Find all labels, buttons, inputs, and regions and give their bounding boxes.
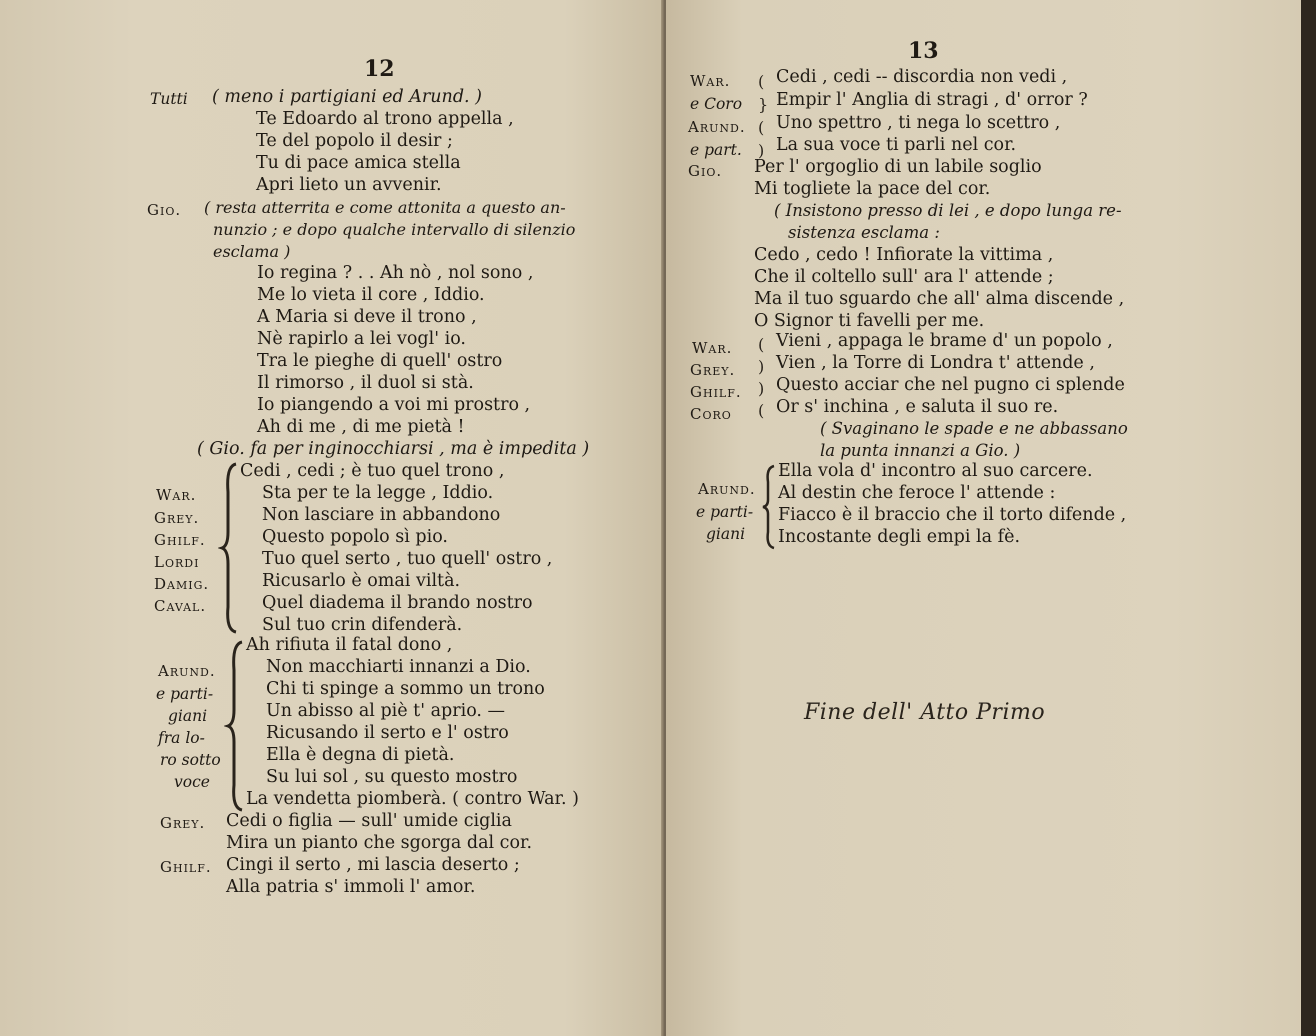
verse-line: Il rimorso , il duol si stà. (257, 373, 474, 393)
stage-direction: ( Svaginano le spade e ne abbassano (820, 419, 1128, 438)
speaker-label: Caval. (154, 597, 207, 615)
verse-line: Che il coltello sull' ara l' attende ; (754, 267, 1054, 287)
verse-line: La vendetta piomberà. ( contro War. ) (246, 789, 579, 809)
speaker-label: Damig. (154, 575, 210, 593)
speaker-label: Arund. (688, 118, 746, 136)
verse-line: Te Edoardo al trono appella , (256, 109, 514, 129)
verse-line: Ella è degna di pietà. (266, 745, 455, 765)
stage-direction: nunzio ; e dopo qualche intervallo di silenzio (213, 220, 576, 239)
verse-line: Su lui sol , su questo mostro (266, 767, 518, 787)
brace-icon (760, 464, 778, 550)
verse-line: Or s' inchina , e saluta il suo re. (776, 397, 1059, 417)
speaker-label: Arund. (158, 662, 216, 680)
speaker-label: War. (156, 486, 197, 504)
speaker-label: voce (174, 773, 210, 791)
verse-line: Cedo , cedo ! Infiorate la vittima , (754, 245, 1054, 265)
stage-direction: esclama ) (213, 242, 291, 261)
stage-direction: sistenza esclama : (788, 223, 940, 242)
stage-direction: ( Gio. fa per inginocchiarsi , ma è impedita ) (197, 439, 590, 459)
brace-icon: ( ) ) ( (758, 335, 765, 420)
speaker-label: Arund. (698, 480, 756, 498)
speaker-label: War. (690, 72, 731, 90)
verse-line: Sta per te la legge , Iddio. (262, 483, 494, 503)
verse-line: Quel diadema il brando nostro (262, 593, 533, 613)
brace-icon (224, 640, 246, 812)
speaker-label: Grey. (154, 509, 200, 527)
verse-line: Chi ti spinge a sommo un trono (266, 679, 545, 699)
verse-line: Te del popolo il desir ; (256, 131, 453, 151)
verse-line: Io regina ? . . Ah nò , nol sono , (257, 263, 534, 283)
verse-line: Tra le pieghe di quell' ostro (257, 351, 503, 371)
verse-line: Cedi , cedi -- discordia non vedi , (776, 67, 1068, 87)
verse-line: Vien , la Torre di Londra t' attende , (776, 353, 1095, 373)
verse-line: Mi togliete la pace del cor. (754, 179, 991, 199)
speaker-label: Tutti (150, 90, 188, 108)
speaker-label: e part. (690, 141, 742, 159)
brace-icon: ( } ( ) (758, 72, 769, 160)
speaker-label: Ghilf. (160, 858, 212, 876)
speaker-label: e parti- (696, 503, 754, 521)
verse-line: Incostante degli empi la fè. (778, 527, 1021, 547)
speaker-label: Grey. (690, 361, 736, 379)
speaker-label: Coro (690, 405, 732, 423)
verse-line: Cingi il serto , mi lascia deserto ; (226, 855, 520, 875)
verse-line: Ricusarlo è omai viltà. (262, 571, 461, 591)
verse-line: Al destin che feroce l' attende : (778, 483, 1056, 503)
verse-line: Ah rifiuta il fatal dono , (246, 635, 453, 655)
verse-line: O Signor ti favelli per me. (754, 311, 985, 331)
stage-direction: ( resta atterrita e come attonita a questo an- (204, 198, 566, 217)
verse-line: Per l' orgoglio di un labile soglio (754, 157, 1042, 177)
verse-line: Non macchiarti innanzi a Dio. (266, 657, 531, 677)
verse-line: Tuo quel serto , tuo quell' ostro , (262, 549, 553, 569)
verse-line: La sua voce ti parli nel cor. (776, 135, 1017, 155)
speaker-label: Lordi (154, 553, 200, 571)
verse-line: Vieni , appaga le brame d' un popolo , (776, 331, 1113, 351)
speaker-label: Gio. (147, 201, 182, 219)
speaker-label: Gio. (688, 162, 723, 180)
brace-icon (218, 462, 240, 634)
stage-direction: la punta innanzi a Gio. ) (820, 441, 1021, 460)
stage-direction: ( Insistono presso di lei , e dopo lunga re- (774, 201, 1122, 220)
speaker-label: Grey. (160, 814, 206, 832)
book-edge (1301, 0, 1316, 1036)
page-number: 13 (908, 38, 939, 64)
verse-line: Questo acciar che nel pugno ci splende (776, 375, 1125, 395)
verse-line: Apri lieto un avvenir. (256, 175, 442, 195)
verse-line: Ricusando il serto e l' ostro (266, 723, 509, 743)
speaker-label: e parti- (156, 685, 214, 703)
speaker-label: giani (168, 707, 208, 725)
speaker-label: giani (706, 525, 746, 543)
verse-line: Un abisso al piè t' aprio. — (266, 701, 506, 721)
verse-line: Sul tuo crin difenderà. (262, 615, 463, 635)
verse-line: Cedi , cedi ; è tuo quel trono , (240, 461, 505, 481)
verse-line: Me lo vieta il core , Iddio. (257, 285, 485, 305)
speaker-label: e Coro (690, 95, 743, 113)
closing-text: Fine dell' Atto Primo (804, 700, 1046, 725)
speaker-label: Ghilf. (690, 383, 742, 401)
page-number: 12 (364, 56, 395, 82)
speaker-label: ro sotto (160, 751, 221, 769)
verse-line: Questo popolo sì pio. (262, 527, 448, 547)
speaker-label: Ghilf. (154, 531, 206, 549)
verse-line: Tu di pace amica stella (256, 153, 461, 173)
stage-direction: ( meno i partigiani ed Arund. ) (212, 87, 482, 107)
verse-line: Empir l' Anglia di stragi , d' orror ? (776, 90, 1088, 110)
verse-line: A Maria si deve il trono , (257, 307, 477, 327)
verse-line: Non lasciare in abbandono (262, 505, 501, 525)
speaker-label: War. (692, 339, 733, 357)
verse-line: Alla patria s' immoli l' amor. (226, 877, 476, 897)
verse-line: Ma il tuo sguardo che all' alma discende , (754, 289, 1125, 309)
verse-line: Uno spettro , ti nega lo scettro , (776, 113, 1061, 133)
verse-line: Cedi o figlia — sull' umide ciglia (226, 811, 512, 831)
verse-line: Fiacco è il braccio che il torto difende , (778, 505, 1127, 525)
verse-line: Nè rapirlo a lei vogl' io. (257, 329, 466, 349)
verse-line: Io piangendo a voi mi prostro , (257, 395, 531, 415)
verse-line: Ella vola d' incontro al suo carcere. (778, 461, 1093, 481)
verse-line: Mira un pianto che sgorga dal cor. (226, 833, 533, 853)
verse-line: Ah di me , di me pietà ! (257, 417, 465, 437)
right-page (666, 0, 1301, 1036)
speaker-label: fra lo- (158, 729, 205, 747)
